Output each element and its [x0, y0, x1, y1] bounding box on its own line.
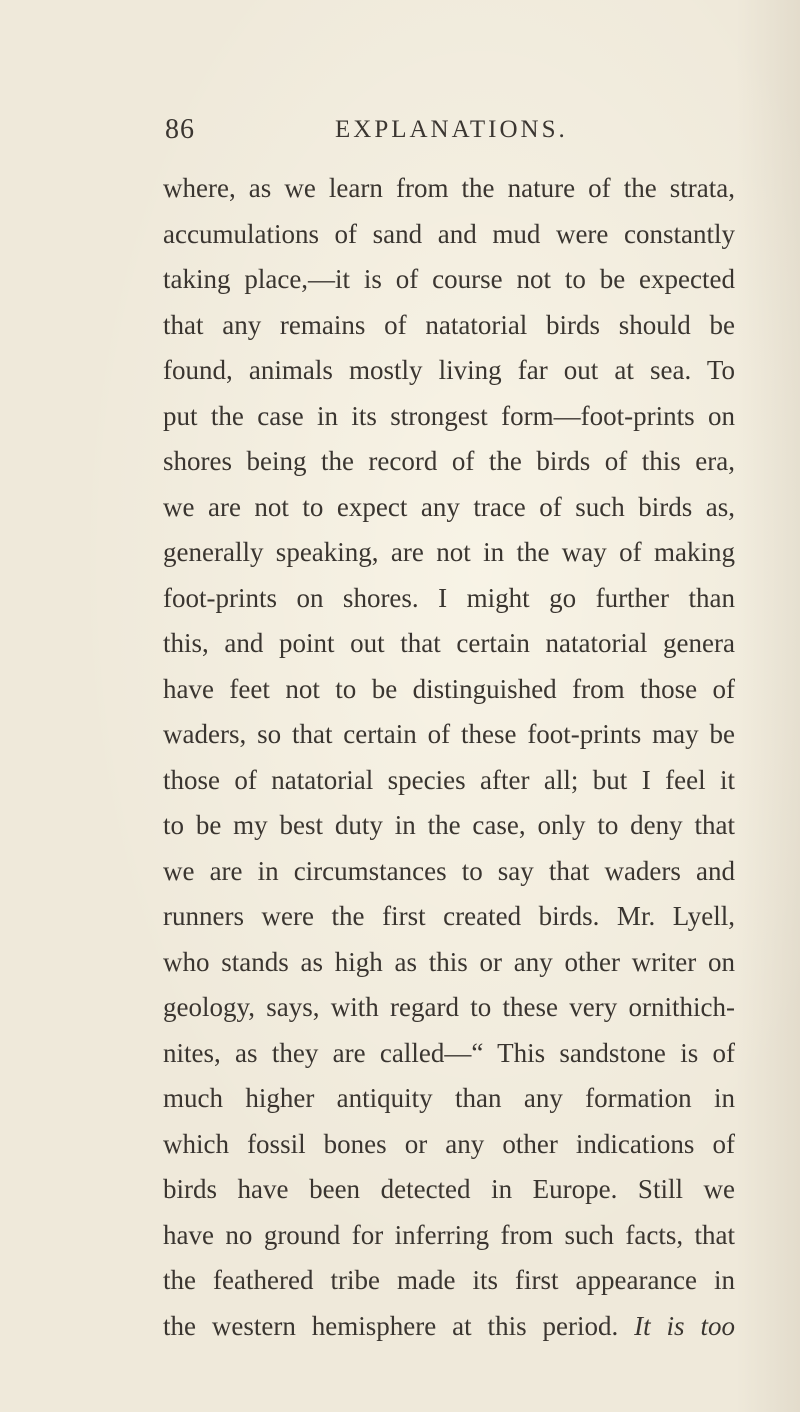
text-line: shores being the record of the birds of this era,	[163, 446, 735, 476]
text-line: who stands as high as this or any other writer on	[163, 946, 735, 977]
text-line: we are not to expect any trace of such birds as,	[163, 491, 735, 522]
text-line: foot-prints on shores. I might go further than	[163, 582, 735, 613]
text-line: which fossil bones or any other indications of	[163, 1128, 735, 1159]
last-line-text: the western hemisphere at this period.	[163, 1310, 619, 1341]
text-line: nites, as they are called—“ This sandstone is of	[163, 1037, 735, 1068]
text-line: have no ground for inferring from such facts, that	[163, 1219, 735, 1250]
text-line: taking place,—it is of course not to be expected	[163, 264, 735, 294]
running-head	[165, 114, 795, 154]
text-line: much higher antiquity than any formation in	[163, 1083, 735, 1113]
text-line: runners were the first created birds. Mr. Lyell,	[163, 901, 735, 931]
text-line: this, and point out that certain natatorial genera	[163, 628, 735, 658]
text-line: the feathered tribe made its first appearance in	[163, 1265, 735, 1295]
body-text	[163, 166, 735, 1349]
text-line: where, as we learn from the nature of the strata,	[163, 173, 735, 203]
text-line: found, animals mostly living far out at sea. To	[163, 355, 735, 385]
text-line: that any remains of natatorial birds should be	[163, 309, 735, 340]
text-line: put the case in its strongest form—foot-prints on	[163, 400, 735, 431]
text-line: geology, says, with regard to these very ornithich-	[163, 992, 735, 1022]
text-line: to be my best duty in the case, only to deny that	[163, 810, 735, 840]
text-line-last	[163, 1304, 735, 1350]
page-number: 86	[165, 114, 195, 145]
text-line: generally speaking, are not in the way of making	[163, 537, 735, 567]
text-line: accumulations of sand and mud were constantly	[163, 218, 735, 249]
running-head-title: EXPLANATIONS.	[335, 116, 568, 143]
text-line: we are in circumstances to say that waders and	[163, 855, 735, 886]
text-line: have feet not to be distinguished from those of	[163, 673, 735, 704]
text-line: waders, so that certain of these foot-prints may be	[163, 719, 735, 749]
last-line-italic-text: It is too	[634, 1310, 735, 1341]
text-line: birds have been detected in Europe. Still we	[163, 1174, 735, 1204]
text-line: those of natatorial species after all; but I feel it	[163, 764, 735, 795]
